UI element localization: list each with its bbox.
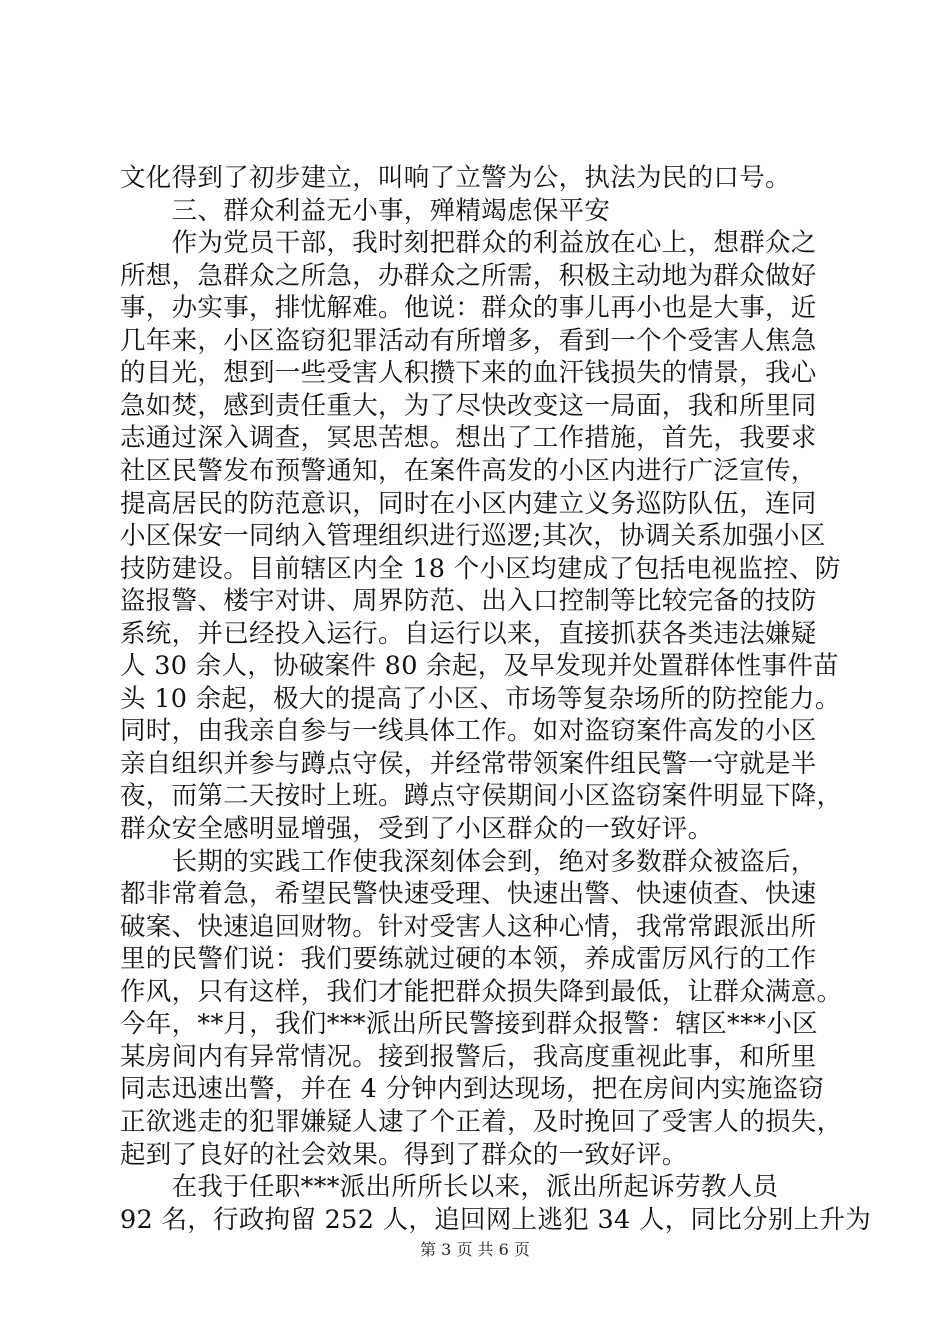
text-line: 三、群众利益无小事，殚精竭虑保平安	[120, 195, 611, 226]
text-line: 提高居民的防范意识，同时在小区内建立义务巡防队伍，连同	[120, 488, 817, 519]
text-line: 长期的实践工作使我深刻体会到，绝对多数群众被盗后，	[120, 846, 817, 877]
text-line: 作风，只有这样，我们才能把群众损失降到最低，让群众满意。	[120, 976, 843, 1007]
text-line: 群众安全感明显增强，受到了小区群众的一致好评。	[120, 814, 714, 844]
text-line: 小区保安一同纳入管理组织进行巡逻;其次，协调关系加强小区	[120, 521, 826, 552]
text-line: 今年，**月，我们***派出所民警接到群众报警：辖区***小区	[120, 1009, 818, 1040]
text-line: 同志迅速出警，并在 4 分钟内到达现场，把在房间内实施盗窃	[120, 1074, 825, 1105]
text-line: 技防建设。目前辖区内全 18 个小区均建成了包括电视监控、防	[120, 553, 841, 584]
text-line: 头 10 余起，极大的提高了小区、市场等复杂场所的防控能力。	[120, 683, 841, 714]
text-line: 人 30 余人，协破案件 80 余起，及早发现并处置群体性事件苗	[120, 651, 839, 682]
text-line: 在我于任职***派出所所长以来，派出所起诉劳教人员	[120, 1172, 779, 1203]
text-line: 正欲逃走的犯罪嫌疑人逮了个正着，及时挽回了受害人的损失，	[120, 1106, 843, 1137]
text-line: 起到了良好的社会效果。得到了群众的一致好评。	[120, 1139, 688, 1170]
text-line: 夜，而第二天按时上班。蹲点守侯期间小区盗窃案件明显下降，	[120, 781, 843, 812]
page-number-footer: 第 3 页 共 6 页	[420, 1240, 530, 1259]
text-line: 同时，由我亲自参与一线具体工作。如对盗窃案件高发的小区	[120, 716, 817, 747]
text-line: 都非常着急，希望民警快速受理、快速出警、快速侦查、快速	[120, 879, 817, 910]
text-line: 的目光，想到一些受害人积攒下来的血汗钱损失的情景，我心	[120, 358, 817, 389]
text-line: 志通过深入调查，冥思苦想。想出了工作措施，首先，我要求	[120, 423, 817, 454]
text-line: 盗报警、楼宇对讲、周界防范、出入口控制等比较完备的技防	[120, 586, 817, 617]
text-line: 几年来，小区盗窃犯罪活动有所增多，看到一个个受害人焦急	[120, 325, 817, 356]
text-line: 文化得到了初步建立，叫响了立警为公，执法为民的口号。	[120, 163, 791, 193]
text-line: 作为党员干部，我时刻把群众的利益放在心上，想群众之	[120, 228, 817, 259]
text-line: 某房间内有异常情况。接到报警后，我高度重视此事，和所里	[120, 1041, 817, 1072]
text-line: 所想，急群众之所急，办群众之所需，积极主动地为群众做好	[120, 260, 817, 291]
text-line: 急如焚，感到责任重大，为了尽快改变这一局面，我和所里同	[120, 390, 817, 421]
text-line: 里的民警们说：我们要练就过硬的本领，养成雷厉风行的工作	[120, 944, 817, 975]
text-line: 亲自组织并参与蹲点守侯，并经常带领案件组民警一守就是半	[120, 748, 817, 779]
text-line: 破案、快速追回财物。针对受害人这种心情，我常常跟派出所	[120, 911, 817, 942]
text-line: 社区民警发布预警通知，在案件高发的小区内进行广泛宣传，	[120, 455, 817, 486]
text-line: 事，办实事，排忧解难。他说：群众的事儿再小也是大事，近	[120, 293, 817, 324]
text-line: 系统，并已经投入运行。自运行以来，直接抓获各类违法嫌疑	[120, 618, 817, 649]
text-line: 92 名，行政拘留 252 人，追回网上逃犯 34 人，同比分别上升为	[120, 1204, 872, 1235]
